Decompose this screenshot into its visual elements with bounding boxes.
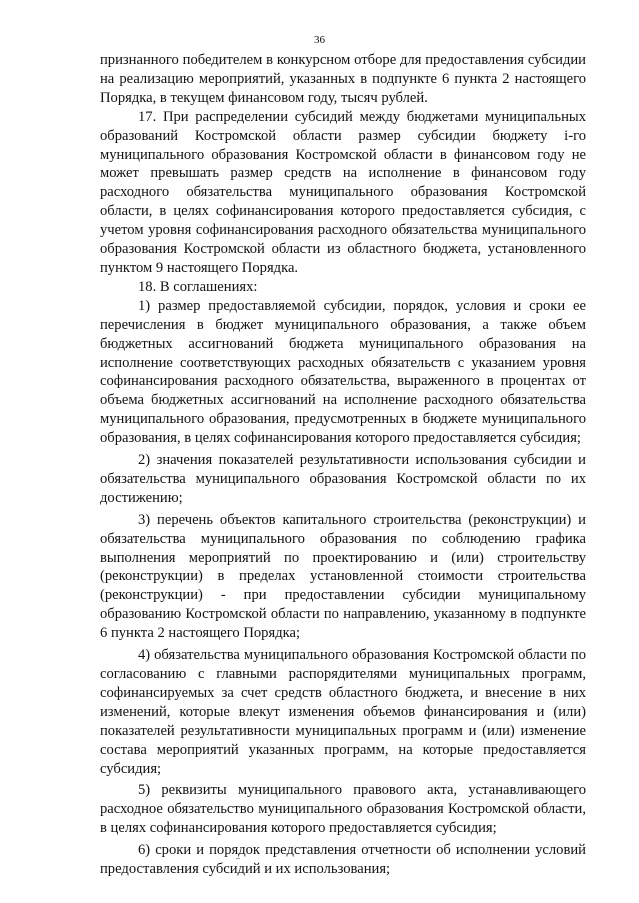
paragraph-continuation: признанного победителем в конкурсном отборе для предоставления субсидии на реализацию мероприятий, указанных в подпункте 6 пункта 2 настоящего Порядка, в текущем финансовом году, тысяч рублей. xyxy=(100,52,586,106)
list-item-6: 6) сроки и порядок представления отчетности об исполнении условий предоставления субсидий и их использования; xyxy=(100,842,586,878)
list-item-4: 4) обязательства муниципального образования Костромской области по согласованию с главными распорядителями муниципальных программ, софинансируемых за счет средств областного бюджета, и внесение в них изменений, которые влекут изменения объемов финансирования и (или) показателей результативности муниципальных программ и (или) изменение состава мероприятий указанных программ, на которые предоставляется субсидия; xyxy=(100,647,586,777)
scan-speck xyxy=(236,858,240,859)
paragraph-17: 17. При распределении субсидий между бюджетами муниципальных образований Костромской области размер субсидии бюджету i-го муниципального образования Костромской области в финансовом году не может превышать размер средств на исполнение в финансовом году расходного обязательства муниципального образования Костромской области, в целях софинансирования которого предоставляется субсидия, с учетом уровня софинансирования расходного обязательства муниципального образования Костромской области из областного бюджета, установленного пунктом 9 настоящего Порядка. xyxy=(100,108,586,276)
list-item-1: 1) размер предоставляемой субсидии, порядок, условия и сроки ее перечисления в бюджет муниципального образования, а также объем бюджетных ассигнований бюджета муниципального образования на исполнение соответствующих расходных обязательств с указанием уровня софинансирования расходного обязательства, выраженного в процентах от объема бюджетных ассигнований на исполнение расходного обязательства муниципального образования, предусмотренных в бюджете муниципального образования, в целях софинансирования которого предоставляется субсидия; xyxy=(100,297,586,447)
paragraph-18-heading: 18. В соглашениях: xyxy=(138,278,258,295)
list-item-3: 3) перечень объектов капитального строительства (реконструкции) и обязательства муниципального образования по соблюдению графика выполнения мероприятий по проектированию и (или) строительству (реконструкции) в пределах установленной стоимости строительства (реконструкции) - при предоставлении субсидии муниципальному образованию Костромской области по направлению, указанному в подпункте 6 пункта 2 настоящего Порядка; xyxy=(100,511,586,642)
list-item-5: 5) реквизиты муниципального правового акта, устанавливающего расходное обязательство муниципального образования Костромской области, в целях софинансирования которого предоставляется субсидия; xyxy=(100,782,586,837)
document-body xyxy=(100,51,586,879)
page-number: 36 xyxy=(314,34,325,46)
list-item-2: 2) значения показателей результативности использования субсидии и обязательства муниципального образования Костромской области по их достижению; xyxy=(100,452,586,506)
